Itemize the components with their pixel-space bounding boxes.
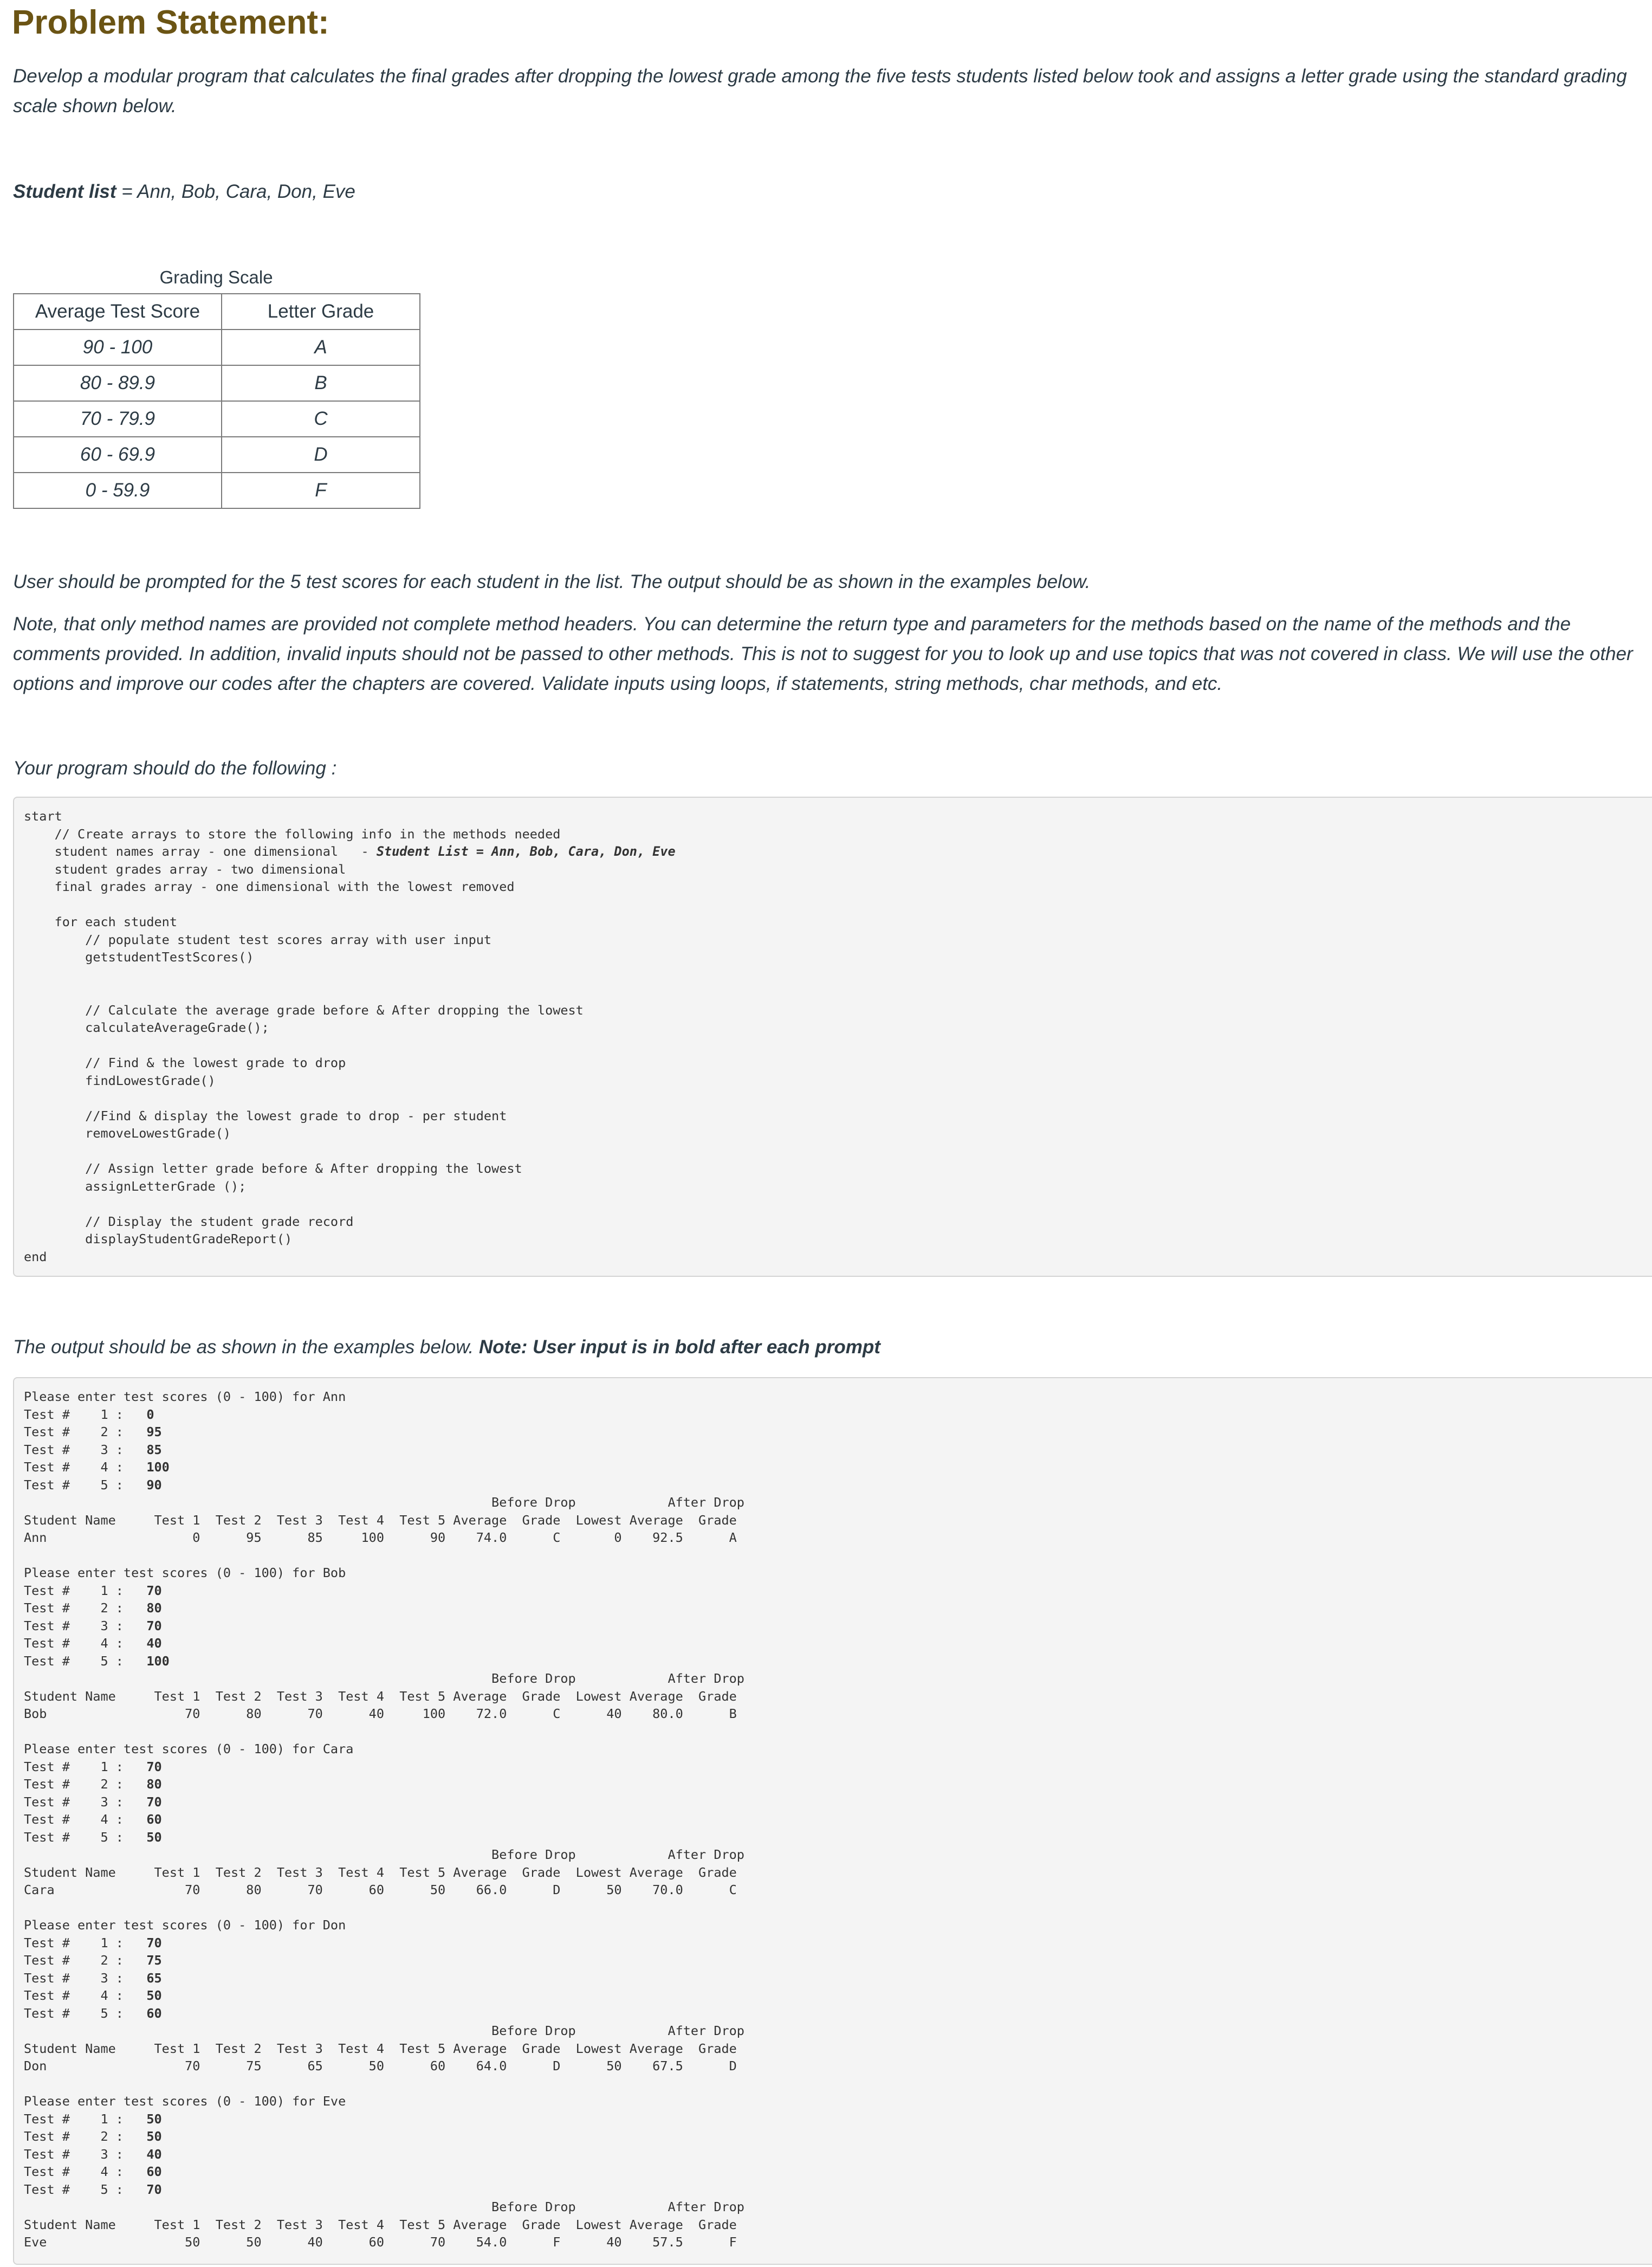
student-list-label: Student list <box>13 181 116 202</box>
code-line <box>24 984 1652 1002</box>
output-intro-text: The output should be as shown in the examples below. <box>13 1336 479 1358</box>
user-input: 100 <box>146 1459 170 1475</box>
test-input-line <box>24 2005 1652 2023</box>
student-list <box>13 177 355 206</box>
report-header-line: Before Drop After Drop <box>24 1671 744 1686</box>
code-line: displayStudentGradeReport() <box>24 1231 293 1246</box>
test-label: Test # 4 : <box>24 1988 147 2003</box>
test-label: Test # 5 : <box>24 1653 147 1669</box>
test-label: Test # 4 : <box>24 1459 147 1475</box>
intro-paragraph: Develop a modular program that calculates the final grades after dropping the lowest grade among the five tests students listed below took and assigns a letter grade using the standard grading scale shown below. <box>13 66 1627 117</box>
report-data-line: Eve 50 50 40 60 70 54.0 F 40 57.5 F <box>24 2234 737 2250</box>
table-header-row <box>14 294 420 330</box>
user-input: 80 <box>146 1600 162 1616</box>
code-line <box>24 1195 1652 1213</box>
test-label: Test # 5 : <box>24 1477 147 1493</box>
score-range: 0 - 59.9 <box>14 473 222 508</box>
prompt-line: Please enter test scores (0 - 100) for Ann <box>24 1389 346 1404</box>
test-input-line <box>24 1829 1652 1846</box>
test-input-line <box>24 1952 1652 1969</box>
user-input: 50 <box>146 2111 162 2127</box>
test-input-line <box>24 1987 1652 2005</box>
letter-grade: F <box>222 473 420 508</box>
user-input: 65 <box>146 1970 162 1986</box>
letter-grade: A <box>222 330 420 365</box>
test-input-line <box>24 1423 1652 1441</box>
test-input-line <box>24 1458 1652 1476</box>
test-label: Test # 3 : <box>24 2146 147 2162</box>
user-input: 0 <box>146 1406 154 1422</box>
code-line: assignLetterGrade (); <box>24 1178 247 1194</box>
report-data-line: Bob 70 80 70 40 100 72.0 C 40 80.0 B <box>24 1706 737 1721</box>
test-label: Test # 5 : <box>24 2181 147 2197</box>
code-line: // populate student test scores array with user input <box>24 932 492 947</box>
code-line: // Calculate the average grade before & After dropping the lowest <box>24 1002 584 1018</box>
code-line: end <box>24 1249 47 1264</box>
test-label: Test # 5 : <box>24 1829 147 1845</box>
user-input: 60 <box>146 1812 162 1827</box>
test-label: Test # 2 : <box>24 1777 147 1792</box>
code-line <box>24 1089 1652 1107</box>
test-input-line <box>24 1793 1652 1811</box>
output-intro <box>13 1332 880 1362</box>
report-header-line: Before Drop After Drop <box>24 1495 744 1510</box>
pseudocode-block <box>13 797 1652 1277</box>
user-input: 40 <box>146 2146 162 2162</box>
code-line: calculateAverageGrade(); <box>24 1020 269 1035</box>
user-input: 70 <box>146 2181 162 2197</box>
test-input-line <box>24 2110 1652 2128</box>
report-data-line: Don 70 75 65 50 60 64.0 D 50 67.5 D <box>24 2058 737 2074</box>
code-line: //Find & display the lowest grade to drop - per student <box>24 1108 507 1123</box>
score-range: 60 - 69.9 <box>14 437 222 473</box>
test-input-line <box>24 1811 1652 1829</box>
output-intro-note: Note: User input is in bold after each prompt <box>479 1336 880 1358</box>
letter-grade: B <box>222 365 420 401</box>
code-line <box>24 1037 1652 1055</box>
user-input: 70 <box>146 1759 162 1774</box>
grading-scale-table <box>13 293 420 509</box>
code-line-text: student names array - one dimensional - <box>24 844 377 859</box>
prompt-note: User should be prompted for the 5 test scores for each student in the list. The output should be as shown in the examples below. <box>13 571 1091 592</box>
test-input-line <box>24 1775 1652 1793</box>
user-input: 70 <box>146 1794 162 1810</box>
report-header-line: Student Name Test 1 Test 2 Test 3 Test 4 Test 5 Average Grade Lowest Average Grade <box>24 2217 737 2232</box>
test-label: Test # 1 : <box>24 1759 147 1774</box>
blank-line <box>24 1723 1652 1741</box>
code-line: removeLowestGrade() <box>24 1126 231 1141</box>
page-title: Problem Statement: <box>12 4 329 41</box>
user-input: 85 <box>146 1442 162 1457</box>
report-header-line: Student Name Test 1 Test 2 Test 3 Test 4 Test 5 Average Grade Lowest Average Grade <box>24 2040 737 2056</box>
table-row <box>14 330 420 365</box>
sample-output-block <box>13 1377 1652 2265</box>
code-line: start <box>24 809 62 824</box>
test-input-line <box>24 1635 1652 1652</box>
user-input: 70 <box>146 1935 162 1950</box>
test-label: Test # 4 : <box>24 1812 147 1827</box>
user-input: 60 <box>146 2005 162 2021</box>
table-row <box>14 401 420 437</box>
test-label: Test # 5 : <box>24 2005 147 2021</box>
user-input: 80 <box>146 1777 162 1792</box>
test-label: Test # 1 : <box>24 2111 147 2127</box>
report-data-line: Cara 70 80 70 60 50 66.0 D 50 70.0 C <box>24 1882 737 1897</box>
score-range: 70 - 79.9 <box>14 401 222 437</box>
test-input-line <box>24 2181 1652 2199</box>
user-input: 40 <box>146 1636 162 1651</box>
report-header-line: Before Drop After Drop <box>24 2199 744 2214</box>
user-input: 50 <box>146 1829 162 1845</box>
user-input: 90 <box>146 1477 162 1493</box>
user-input: 100 <box>146 1653 170 1669</box>
test-label: Test # 3 : <box>24 1618 147 1633</box>
test-input-line <box>24 2128 1652 2146</box>
test-input-line <box>24 2146 1652 2163</box>
code-line <box>24 896 1652 914</box>
letter-grade: D <box>222 437 420 473</box>
test-label: Test # 1 : <box>24 1406 147 1422</box>
code-line: // Assign letter grade before & After dropping the lowest <box>24 1161 522 1176</box>
user-input: 50 <box>146 2129 162 2144</box>
test-label: Test # 1 : <box>24 1583 147 1598</box>
sample-runs <box>24 1388 1652 2251</box>
table-row <box>14 437 420 473</box>
table-row <box>14 473 420 508</box>
blank-line <box>24 1899 1652 1917</box>
test-input-line <box>24 1758 1652 1776</box>
prompt-line: Please enter test scores (0 - 100) for Bob <box>24 1565 346 1580</box>
prompt-line: Please enter test scores (0 - 100) for Don <box>24 1917 346 1933</box>
column-header-letter: Letter Grade <box>222 294 420 330</box>
table-row <box>14 365 420 401</box>
test-label: Test # 3 : <box>24 1970 147 1986</box>
test-label: Test # 4 : <box>24 2164 147 2179</box>
test-input-line <box>24 1441 1652 1459</box>
user-input: 60 <box>146 2164 162 2179</box>
blank-line <box>24 2075 1652 2093</box>
report-header-line: Before Drop After Drop <box>24 1847 744 1862</box>
user-input: 95 <box>146 1424 162 1439</box>
test-input-line <box>24 1599 1652 1617</box>
report-header-line: Student Name Test 1 Test 2 Test 3 Test 4 Test 5 Average Grade Lowest Average Grade <box>24 1512 737 1528</box>
test-input-line <box>24 1934 1652 1952</box>
test-input-line <box>24 2163 1652 2181</box>
user-input: 50 <box>146 1988 162 2003</box>
student-list-value: = Ann, Bob, Cara, Don, Eve <box>116 181 355 202</box>
code-line <box>24 966 1652 984</box>
test-label: Test # 3 : <box>24 1442 147 1457</box>
test-label: Test # 4 : <box>24 1636 147 1651</box>
code-line: final grades array - one dimensional with the lowest removed <box>24 879 515 894</box>
test-input-line <box>24 1476 1652 1494</box>
grading-scale-caption: Grading Scale <box>159 267 273 287</box>
report-header-line: Before Drop After Drop <box>24 2023 744 2038</box>
score-range: 80 - 89.9 <box>14 365 222 401</box>
code-line: for each student <box>24 914 177 929</box>
test-label: Test # 2 : <box>24 1953 147 1968</box>
test-input-line <box>24 1652 1652 1670</box>
code-line: // Display the student grade record <box>24 1213 354 1229</box>
code-line: findLowestGrade() <box>24 1073 216 1088</box>
user-input: 75 <box>146 1953 162 1968</box>
user-input: 70 <box>146 1583 162 1598</box>
student-list-inline: Student List = Ann, Bob, Cara, Don, Eve <box>376 844 676 859</box>
test-input-line <box>24 1406 1652 1424</box>
code-line: // Create arrays to store the following info in the methods needed <box>24 826 561 842</box>
user-input: 70 <box>146 1618 162 1633</box>
blank-line <box>24 1547 1652 1565</box>
prompt-line: Please enter test scores (0 - 100) for Cara <box>24 1741 354 1756</box>
code-line <box>24 843 1652 861</box>
report-header-line: Student Name Test 1 Test 2 Test 3 Test 4 Test 5 Average Grade Lowest Average Grade <box>24 1688 737 1704</box>
test-label: Test # 1 : <box>24 1935 147 1950</box>
program-intro: Your program should do the following : <box>13 758 337 779</box>
code-line: student grades array - two dimensional <box>24 861 346 877</box>
report-header-line: Student Name Test 1 Test 2 Test 3 Test 4 Test 5 Average Grade Lowest Average Grade <box>24 1864 737 1880</box>
test-input-line <box>24 1582 1652 1600</box>
method-note: Note, that only method names are provided not complete method headers. You can determine the return type and parameters for the methods based on the name of the methods and the comments provided. In addition, invalid inputs should not be passed to other methods. This is not to suggest for you to look up and use topics that was not covered in class. We will use the other options and improve our codes after the chapters are covered. Validate inputs using loops, if statements, string methods, char methods, and etc. <box>13 613 1633 694</box>
code-line: // Find & the lowest grade to drop <box>24 1055 346 1070</box>
column-header-average: Average Test Score <box>14 294 222 330</box>
code-line <box>24 1142 1652 1160</box>
code-line: getstudentTestScores() <box>24 950 254 965</box>
test-label: Test # 3 : <box>24 1794 147 1810</box>
test-input-line <box>24 1969 1652 1987</box>
test-label: Test # 2 : <box>24 1600 147 1616</box>
test-label: Test # 2 : <box>24 2129 147 2144</box>
prompt-line: Please enter test scores (0 - 100) for Eve <box>24 2094 346 2109</box>
report-data-line: Ann 0 95 85 100 90 74.0 C 0 92.5 A <box>24 1530 737 1545</box>
test-label: Test # 2 : <box>24 1424 147 1439</box>
test-input-line <box>24 1617 1652 1635</box>
score-range: 90 - 100 <box>14 330 222 365</box>
letter-grade: C <box>222 401 420 437</box>
